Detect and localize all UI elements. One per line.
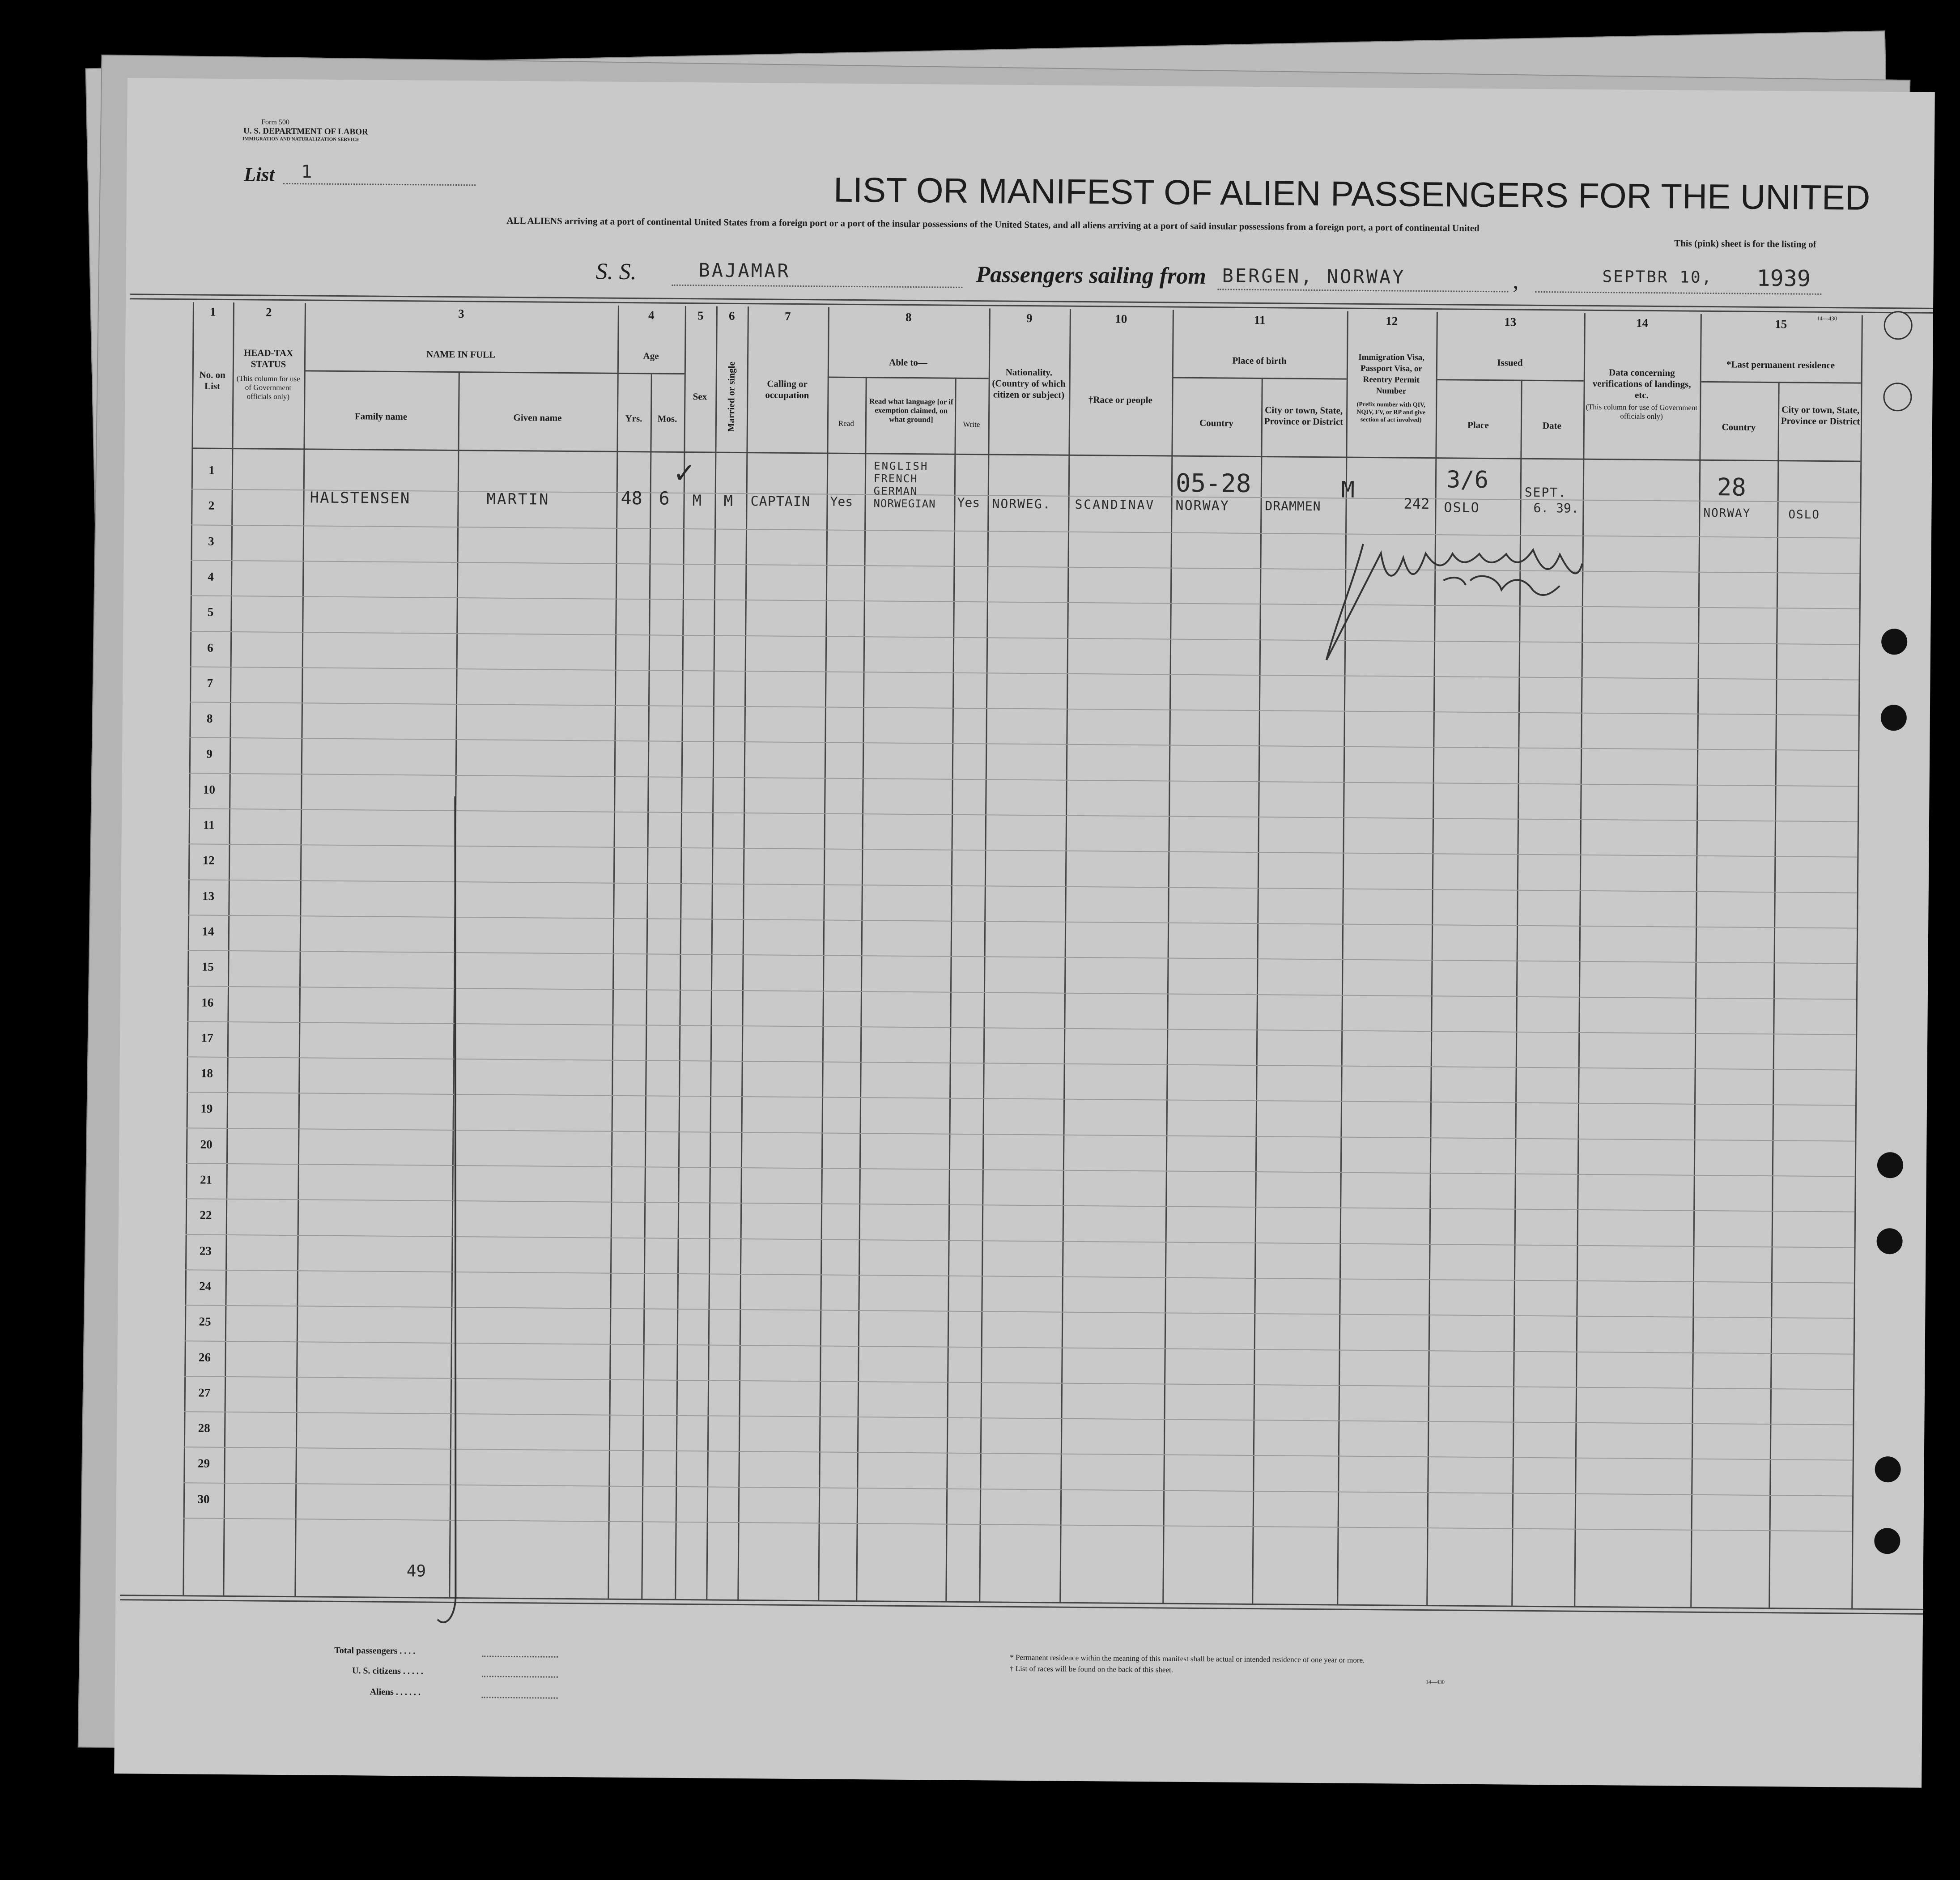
- col-num-2: 2: [265, 305, 272, 319]
- binder-hole: [1877, 1152, 1903, 1178]
- entry-language-4: NORWEGIAN: [873, 497, 936, 510]
- entry-issued-annotation: 3/6: [1446, 466, 1489, 494]
- entry-given-name: MARTIN: [486, 490, 550, 509]
- issued-sub-rule: [1436, 379, 1584, 382]
- row-number: 17: [201, 1031, 213, 1045]
- binder-hole: [1881, 629, 1907, 655]
- row-line: [190, 666, 1859, 680]
- row-number: 22: [200, 1208, 212, 1222]
- footnote-races: † List of races will be found on the back of this sheet.: [1010, 1664, 1173, 1674]
- department: U. S. DEPARTMENT OF LABOR: [243, 126, 368, 137]
- col-num-12: 12: [1386, 314, 1398, 328]
- col-line: [223, 302, 234, 1595]
- total-passengers-text: Total passengers: [334, 1645, 398, 1656]
- col-line: [183, 302, 194, 1595]
- manifest-title: LIST OR MANIFEST OF ALIEN PASSENGERS FOR THE UNITED: [833, 170, 1871, 217]
- hdr-yrs: Yrs.: [625, 413, 642, 424]
- col-num-13: 13: [1504, 315, 1517, 329]
- able-sub-rule: [828, 377, 989, 379]
- entry-mos: 6: [659, 488, 670, 509]
- entry-yrs: 48: [621, 488, 642, 509]
- row-number: 2: [208, 498, 215, 513]
- col-line: [818, 307, 829, 1600]
- us-citizens-text: U. S. citizens: [352, 1666, 401, 1676]
- col-line: [294, 303, 306, 1596]
- form-number: Form 500: [261, 118, 289, 127]
- aliens-text: Aliens: [370, 1687, 394, 1697]
- entry-write: Yes: [957, 495, 980, 510]
- entry-nationality: NORWEG.: [992, 496, 1051, 512]
- hdr-visa-note: (Prefix number with QIV, NQIV, FV, or RP and give section of act involved): [1356, 401, 1426, 424]
- row-line: [190, 702, 1858, 715]
- pink-sheet-note: This (pink) sheet is for the listing of: [1674, 238, 1816, 250]
- entry-issued-place: OSLO: [1444, 500, 1480, 516]
- hdr-mos: Mos.: [657, 413, 677, 424]
- entry-family-name: HALSTENSEN: [310, 489, 411, 508]
- col-num-4: 4: [648, 308, 655, 322]
- entry-birth-city: DRAMMEN: [1265, 498, 1321, 514]
- list-value-line: [283, 183, 476, 186]
- row-number: 21: [200, 1173, 213, 1187]
- entry-checkmark: ✓: [674, 453, 694, 491]
- row-line: [190, 631, 1859, 645]
- row-number: 5: [207, 605, 214, 619]
- hdr-issued-place: Place: [1467, 419, 1489, 431]
- col-num-8: 8: [905, 310, 912, 324]
- col-num-15: 15: [1775, 317, 1787, 331]
- col-line: [608, 306, 619, 1599]
- manifest-sheet: [114, 78, 1935, 1788]
- row-number: 11: [203, 818, 215, 832]
- name-sub-rule: [304, 370, 617, 374]
- col-line: [1690, 314, 1702, 1607]
- col-num-3: 3: [458, 307, 464, 321]
- hdr-residence-city: City or town, State, Province or District: [1781, 404, 1860, 427]
- col-line: [1059, 309, 1071, 1602]
- col-line: [979, 308, 991, 1601]
- binder-hole: [1881, 705, 1907, 731]
- hdr-birth-country: Country: [1199, 417, 1233, 429]
- header-bottom-rule: [191, 447, 1860, 462]
- hdr-issued-date: Date: [1542, 420, 1562, 431]
- col-line: [1162, 310, 1174, 1603]
- entry-issued-date-2: 6. 39.: [1533, 500, 1579, 516]
- row-number: 7: [207, 676, 213, 690]
- row-number: 4: [208, 570, 214, 583]
- ss-label: S. S.: [595, 259, 637, 285]
- row-line: [191, 560, 1859, 574]
- hdr-nationality: Nationality. (Country of which citizen or subject): [992, 366, 1066, 400]
- row-number: 25: [199, 1314, 211, 1328]
- entry-issued-date-1: SEPT.: [1524, 485, 1567, 500]
- us-citizens-label: U. S. citizens . . . . .: [352, 1666, 423, 1676]
- entry-residence-city: OSLO: [1788, 508, 1820, 522]
- binder-hole: [1883, 311, 1913, 340]
- hdr-name-in-full: NAME IN FULL: [426, 349, 496, 360]
- row-number: 30: [197, 1492, 210, 1506]
- col-num-10: 10: [1115, 312, 1127, 326]
- hdr-age: Age: [643, 350, 659, 362]
- port: BERGEN, NORWAY: [1222, 264, 1406, 288]
- row-number: 9: [206, 747, 213, 761]
- hdr-calling: Calling or occupation: [765, 378, 809, 401]
- pencil-stroke: [428, 796, 489, 1647]
- sailing-date: SEPTBR 10,: [1602, 268, 1713, 287]
- row-number: 28: [198, 1421, 210, 1435]
- list-value: 1: [301, 162, 312, 183]
- hdr-married: Married or single: [725, 362, 737, 432]
- hdr-data-note: (This column for use of Government officials only): [1586, 402, 1698, 421]
- row-number: 23: [199, 1244, 212, 1258]
- binder-hole: [1883, 383, 1912, 412]
- aliens-label: Aliens . . . . . .: [370, 1687, 421, 1697]
- row-number: 27: [198, 1386, 211, 1399]
- entry-occupation: CAPTAIN: [750, 493, 811, 510]
- hdr-place-of-birth: Place of birth: [1232, 355, 1287, 366]
- row-line: [191, 595, 1859, 609]
- entry-race: SCANDINAV: [1075, 497, 1155, 513]
- entry-married: M: [723, 492, 733, 510]
- hdr-sex: Sex: [693, 391, 707, 402]
- row-number: 24: [199, 1279, 212, 1293]
- row-number: 13: [202, 889, 215, 903]
- hdr-last-residence: *Last permanent residence: [1726, 359, 1835, 371]
- row-number: 3: [208, 534, 214, 548]
- row-number: 20: [200, 1137, 213, 1151]
- col-line: [675, 306, 686, 1599]
- hdr-family-name: Family name: [354, 411, 408, 422]
- col-line: [737, 306, 749, 1599]
- port-line: [1217, 289, 1508, 292]
- aliens-line: [482, 1697, 558, 1699]
- list-label: List: [244, 163, 275, 186]
- instructions: ALL ALIENS arriving at a port of continental United States from a foreign port or a port of the insular possessions of the United States, and all aliens arriving at a port of said insular possessions from a foreign port, a port of continental United: [506, 215, 1480, 234]
- entry-visa-number: 242: [1403, 495, 1430, 513]
- hdr-issued: Issued: [1497, 357, 1523, 368]
- row-line: [189, 737, 1858, 751]
- row-number: 16: [201, 995, 214, 1009]
- col-line: [1851, 315, 1863, 1608]
- comma: ,: [1513, 268, 1519, 294]
- entry-language-1: ENGLISH: [874, 459, 929, 473]
- residence-sub-rule: [1700, 381, 1861, 384]
- birth-sub-rule: [1172, 377, 1347, 380]
- row-number: 1: [208, 463, 215, 477]
- form-code: 14—430: [1816, 315, 1837, 322]
- row-line: [191, 524, 1860, 538]
- official-signature: [1308, 526, 1587, 680]
- sailing-year: 1939: [1756, 265, 1811, 292]
- binder-hole: [1876, 1228, 1902, 1254]
- hdr-visa: Immigration Visa, Passport Visa, or Reentry Permit Number: [1358, 352, 1425, 396]
- row-number: 6: [207, 641, 213, 655]
- entry-birth-country: NORWAY: [1175, 498, 1230, 514]
- binder-hole: [1874, 1528, 1900, 1554]
- col-num-14: 14: [1636, 316, 1649, 330]
- hdr-residence-country: Country: [1722, 421, 1756, 433]
- entry-sex: M: [692, 492, 702, 510]
- hdr-data-concerning: Data concerning verifications of landings, etc.: [1592, 367, 1691, 400]
- entry-mark: M: [1341, 476, 1355, 503]
- row-line: [189, 773, 1858, 787]
- entry-read: Yes: [830, 494, 853, 509]
- us-citizens-line: [482, 1676, 558, 1678]
- row-number: 29: [198, 1456, 210, 1471]
- hdr-write: Write: [963, 420, 980, 429]
- hdr-able-to: Able to—: [889, 357, 927, 368]
- col-num-9: 9: [1026, 311, 1033, 325]
- hdr-no-on-list: No. on List: [199, 369, 226, 391]
- date-line: [1535, 291, 1821, 295]
- total-passengers-line: [482, 1656, 558, 1658]
- col-line: [1337, 311, 1348, 1604]
- entry-language-2: FRENCH: [873, 472, 918, 485]
- hdr-given-name: Given name: [513, 412, 562, 423]
- hdr-head-tax: HEAD-TAX STATUS: [243, 347, 293, 370]
- col-num-6: 6: [728, 309, 735, 323]
- service: IMMIGRATION AND NATURALIZATION SERVICE: [242, 136, 360, 143]
- row-number: 10: [203, 783, 216, 796]
- ship-name: BAJAMAR: [698, 259, 791, 282]
- row-number: 19: [200, 1102, 213, 1116]
- hdr-head-tax-note: (This column for use of Government officials only): [236, 374, 300, 401]
- col-num-11: 11: [1254, 313, 1266, 327]
- row-number: 14: [202, 924, 214, 938]
- footnote-code: 14—430: [1425, 1679, 1445, 1685]
- hdr-read-language: Read what language [or if exemption claimed, on what ground]: [869, 397, 953, 424]
- hdr-race: †Race or people: [1088, 394, 1153, 406]
- hdr-birth-city: City or town, State, Province or District: [1264, 404, 1344, 427]
- col-line: [706, 306, 718, 1599]
- entry-residence-country: NORWAY: [1703, 506, 1751, 520]
- row-number: 18: [200, 1066, 213, 1080]
- entry-language-3: GERMAN: [873, 485, 918, 498]
- ship-line: [672, 285, 962, 288]
- row-number: 8: [206, 711, 213, 725]
- row-number: 12: [202, 853, 215, 868]
- row-number: 15: [201, 960, 214, 974]
- entry-residence-annotation: 28: [1717, 473, 1747, 502]
- hdr-read: Read: [838, 419, 854, 428]
- sailing-label: Passengers sailing from: [976, 262, 1207, 289]
- binder-hole: [1875, 1456, 1900, 1482]
- row-number: 26: [198, 1350, 211, 1364]
- col-num-7: 7: [784, 309, 791, 323]
- total-passengers-label: Total passengers . . . .: [334, 1645, 416, 1656]
- page-mark: 49: [406, 1562, 426, 1581]
- entry-birth-annotation: 05-28: [1175, 468, 1251, 498]
- footnote-permanent: * Permanent residence within the meaning of this manifest shall be actual or intended residence of one year or more.: [1010, 1653, 1365, 1665]
- col-num-1: 1: [209, 305, 216, 319]
- col-num-5: 5: [697, 309, 704, 323]
